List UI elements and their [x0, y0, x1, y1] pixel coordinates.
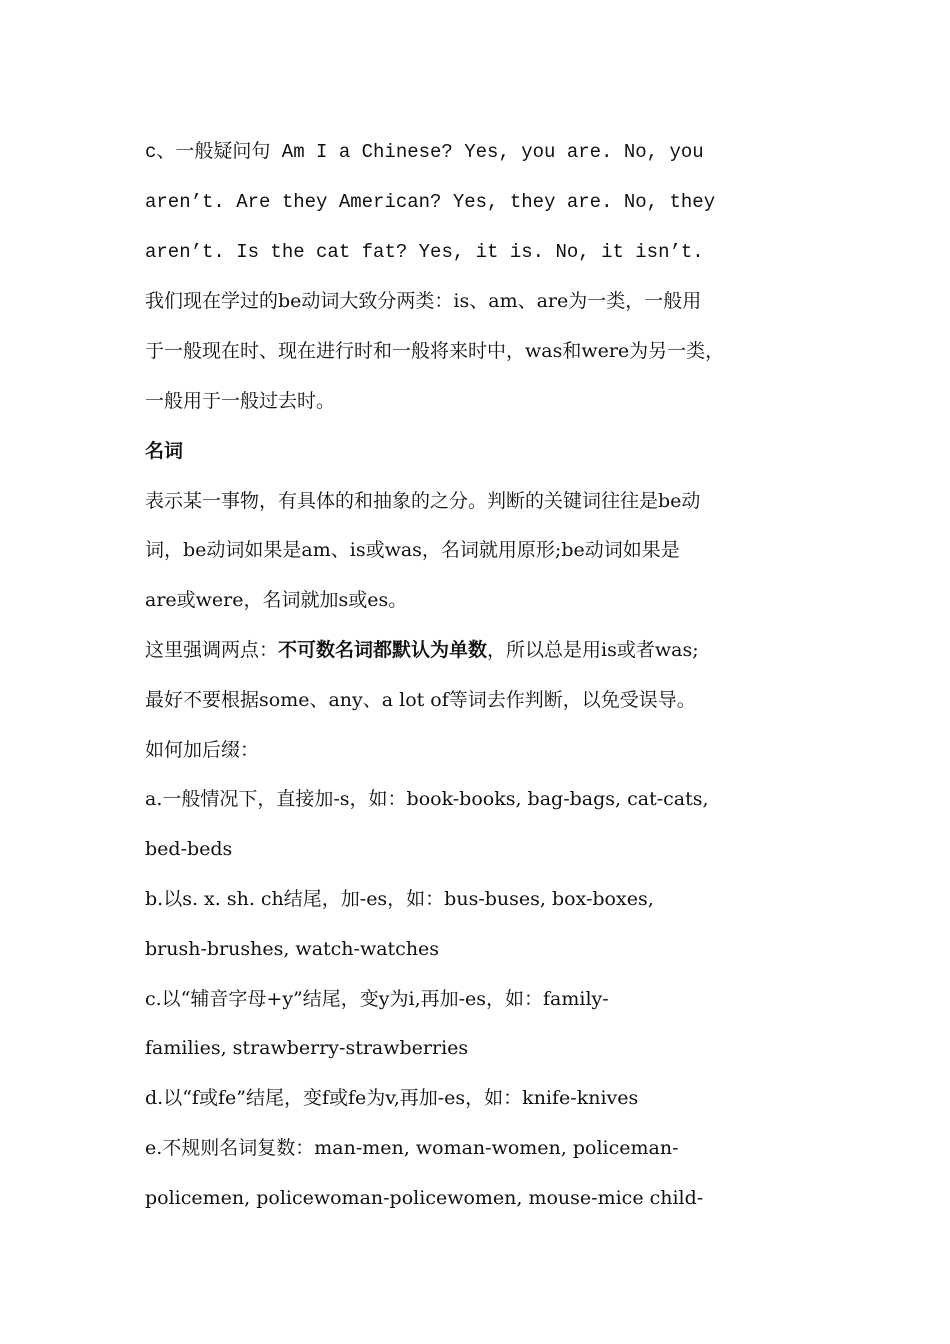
text-line: 一般用于一般过去时。 [145, 389, 336, 412]
text-line: b.以s. x. sh. ch结尾，加-es，如：bus-buses, box-boxes, [145, 887, 654, 910]
text-line: are或were，名词就加s或es。 [145, 589, 408, 612]
text-line: 于一般现在时、现在进行时和一般将来时中，was和were为另一类， [145, 340, 725, 363]
text-line: 表示某一事物，有具体的和抽象的之分。判断的关键词往往是be动 [145, 489, 701, 512]
emphasis-prefix: 这里强调两点： [145, 638, 279, 661]
document-body [145, 128, 815, 1224]
text-line: e.不规则名词复数：man-men, woman-women, policeman- [145, 1136, 679, 1159]
text-line: 最好不要根据some、any、a lot of等词去作判断，以免受误导。 [145, 688, 696, 711]
section-heading-nouns: 名词 [145, 439, 184, 462]
text-line: c、一般疑问句 Am I a Chinese? Yes, you are. No, you [145, 141, 704, 163]
emphasis-line [145, 626, 815, 676]
emphasis-bold-text: 不可数名词都默认为单数 [278, 638, 488, 661]
text-line: d.以“f或fe”结尾，变f或fe为v,再加-es，如：knife-knives [145, 1087, 639, 1110]
text-line: 如何加后缀： [145, 738, 260, 761]
text-line: 词，be动词如果是am、is或was，名词就用原形;be动词如果是 [145, 539, 680, 562]
text-line: a.一般情况下，直接加-s，如：book-books, bag-bags, cat-cats, [145, 788, 709, 811]
emphasis-suffix: ，所以总是用is或者was; [487, 638, 699, 661]
text-line: bed-beds [145, 838, 233, 861]
text-line: families, strawberry-strawberries [145, 1037, 469, 1060]
text-line: brush-brushes, watch-watches [145, 937, 440, 960]
text-line: 我们现在学过的be动词大致分两类：is、am、are为一类，一般用 [145, 290, 702, 313]
text-line: aren’t. Are they American? Yes, they are. No, they [145, 190, 716, 213]
text-line: policemen, policewoman-policewomen, mouse-mice child- [145, 1186, 704, 1209]
text-line: aren’t. Is the cat fat? Yes, it is. No, it isn’t. [145, 240, 704, 263]
text-line: c.以“辅音字母+y”结尾，变y为i,再加-es，如：family- [145, 987, 609, 1010]
